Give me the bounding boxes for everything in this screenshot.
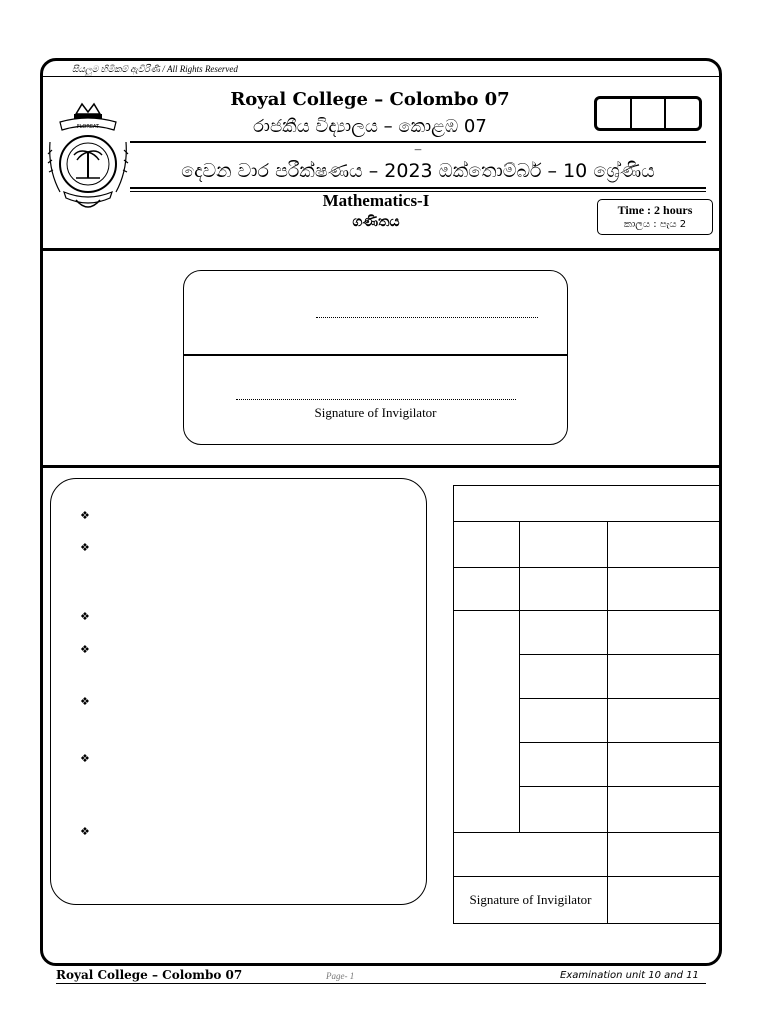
index-box[interactable] bbox=[632, 99, 667, 128]
index-number-boxes[interactable] bbox=[594, 96, 702, 131]
time-english: Time : 2 hours bbox=[617, 203, 693, 217]
marks-table bbox=[453, 485, 721, 923]
table-cell bbox=[520, 611, 608, 655]
table-merged-cell bbox=[454, 611, 520, 833]
invigilator-signature-label: Signature of Invigilator bbox=[314, 405, 437, 420]
table-cell bbox=[520, 787, 608, 833]
subject-english: Mathematics-I bbox=[322, 191, 430, 210]
exam-title: දෙවන වාර පරීක්ෂණය – 2023 ඔක්තොම්බර් – 10 ශ්‍රේණිය bbox=[181, 160, 655, 182]
table-cell bbox=[608, 611, 722, 655]
school-crest-logo bbox=[46, 100, 130, 216]
table-signature-cell[interactable] bbox=[608, 877, 722, 924]
instruction-bullet: ❖ bbox=[80, 695, 90, 708]
table-cell bbox=[454, 833, 608, 877]
table-cell bbox=[520, 655, 608, 699]
time-box bbox=[597, 199, 713, 235]
signature-dotted-line[interactable] bbox=[236, 391, 516, 400]
footer-page-number: Page- 1 bbox=[326, 971, 355, 981]
instruction-bullet: ❖ bbox=[80, 825, 90, 838]
table-cell bbox=[608, 699, 722, 743]
index-box[interactable] bbox=[666, 99, 699, 128]
name-box-divider bbox=[184, 354, 567, 356]
section-divider-2 bbox=[42, 465, 720, 468]
instruction-bullet: ❖ bbox=[80, 610, 90, 623]
instruction-bullet: ❖ bbox=[80, 509, 90, 522]
instruction-bullet: ❖ bbox=[80, 643, 90, 656]
footer-rule bbox=[56, 983, 706, 984]
table-cell bbox=[520, 743, 608, 787]
header-dash: – bbox=[414, 141, 422, 156]
table-cell bbox=[608, 522, 722, 568]
instruction-bullet: ❖ bbox=[80, 752, 90, 765]
instruction-bullet: ❖ bbox=[80, 541, 90, 554]
crest-motto: FLOREAT bbox=[76, 124, 100, 130]
copyright-notice: සියලුම හිමිකම් ඇවිරිණි / All Rights Reserved bbox=[72, 64, 238, 74]
table-cell bbox=[520, 522, 608, 568]
school-name-english: Royal College – Colombo 07 bbox=[230, 89, 510, 110]
table-cell bbox=[608, 568, 722, 611]
school-name-sinhala: රාජකීය විද්‍යාලය – කොළඹ 07 bbox=[253, 116, 487, 137]
table-cell bbox=[608, 743, 722, 787]
table-cell bbox=[520, 568, 608, 611]
subject-sinhala: ගණිතය bbox=[352, 214, 400, 230]
table-cell bbox=[608, 833, 722, 877]
table-signature-label: Signature of Invigilator bbox=[454, 877, 608, 924]
footer-school: Royal College – Colombo 07 bbox=[56, 968, 243, 982]
section-divider-1 bbox=[42, 248, 720, 251]
footer-exam-unit: Examination unit 10 and 11 bbox=[560, 970, 699, 981]
name-dotted-line[interactable] bbox=[316, 309, 538, 318]
table-cell bbox=[454, 568, 520, 611]
instructions-box bbox=[50, 478, 427, 905]
top-rule bbox=[42, 76, 720, 77]
table-cell bbox=[520, 699, 608, 743]
time-sinhala: කාලය : පැය 2 bbox=[623, 219, 687, 230]
table-cell bbox=[608, 655, 722, 699]
index-box[interactable] bbox=[597, 99, 632, 128]
table-header-cell bbox=[454, 486, 722, 522]
table-cell bbox=[608, 787, 722, 833]
table-cell bbox=[454, 522, 520, 568]
title-rule-top bbox=[130, 187, 706, 189]
